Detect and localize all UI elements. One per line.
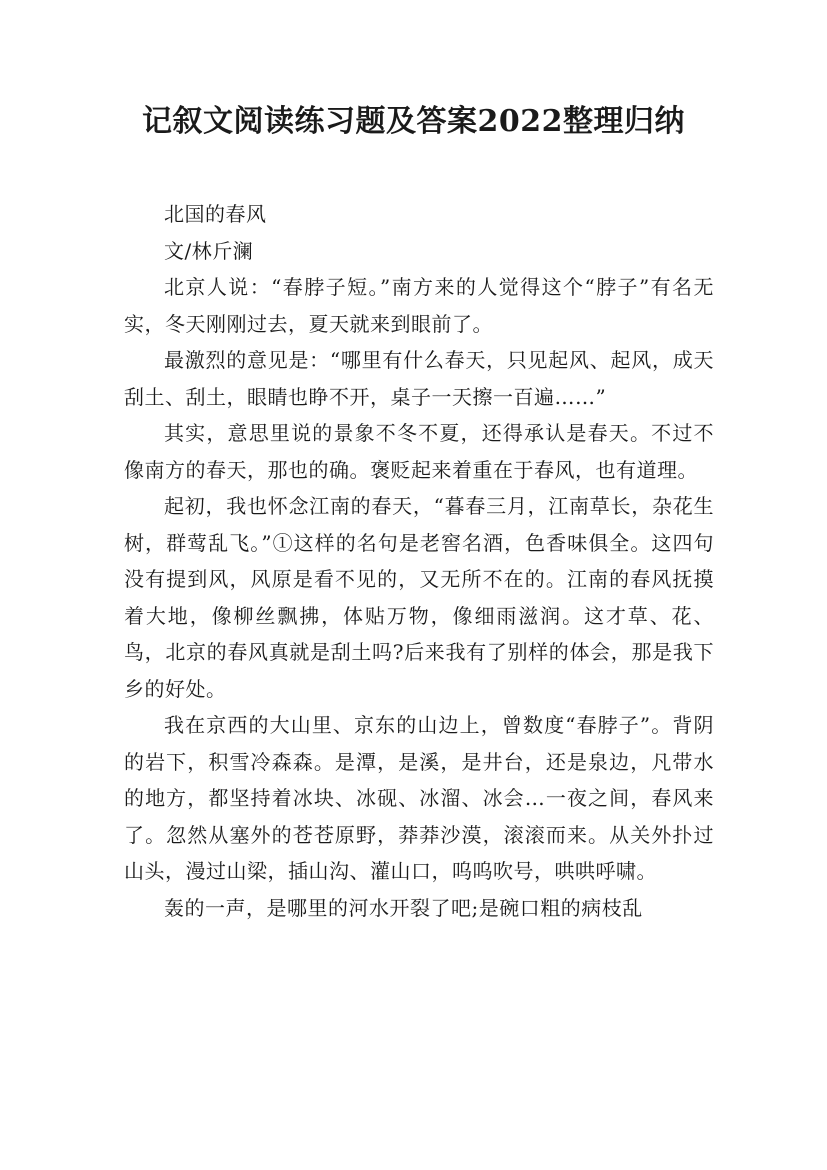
paragraph: 轰的一声，是哪里的河水开裂了吧;是碗口粗的病枝乱 (164, 895, 643, 920)
paragraph: 其实，意思里说的景象不冬不夏，还得承认是春天。不过不像南方的春天，那也的确。褒贬起来着重在于春风，也有道理。 (124, 421, 714, 482)
paragraph: 我在京西的大山里、京东的山边上，曾数度“春脖子”。背阴的岩下，积雪冷森森。是潭，是溪，是井台，还是泉边，凡带水的地方，都坚持着冰块、冰砚、冰溜、冰会…一夜之间，春风来了。忽然从塞外的苍苍原野，莽莽沙漠，滚滚而来。从关外扑过山头，漫过山梁，插山沟、灌山口，呜呜吹号，哄哄呼啸。 (124, 713, 714, 883)
article-heading: 北国的春风 (164, 202, 267, 226)
article-body (124, 196, 714, 926)
document-title: 记叙文阅读练习题及答案2022整理归纳 (142, 104, 685, 139)
paragraph: 北京人说：“春脖子短。”南方来的人觉得这个“脖子”有名无实，冬天刚刚过去，夏天就来到眼前了。 (124, 275, 714, 336)
paragraph: 起初，我也怀念江南的春天，“暮春三月，江南草长，杂花生树，群莺乱飞。”①这样的名句是老窖名酒，色香味俱全。这四句没有提到风，风原是看不见的，又无所不在的。江南的春风抚摸着大地，像柳丝飘拂，体贴万物，像细雨滋润。这才草、花、鸟，北京的春风真就是刮土吗?后来我有了别样的体会，那是我下乡的好处。 (124, 494, 714, 701)
paragraph: 最激烈的意见是：“哪里有什么春天，只见起风、起风，成天刮土、刮土，眼睛也睁不开，桌子一天擦一百遍……” (124, 348, 714, 409)
article-author: 文/林斤澜 (164, 238, 254, 263)
